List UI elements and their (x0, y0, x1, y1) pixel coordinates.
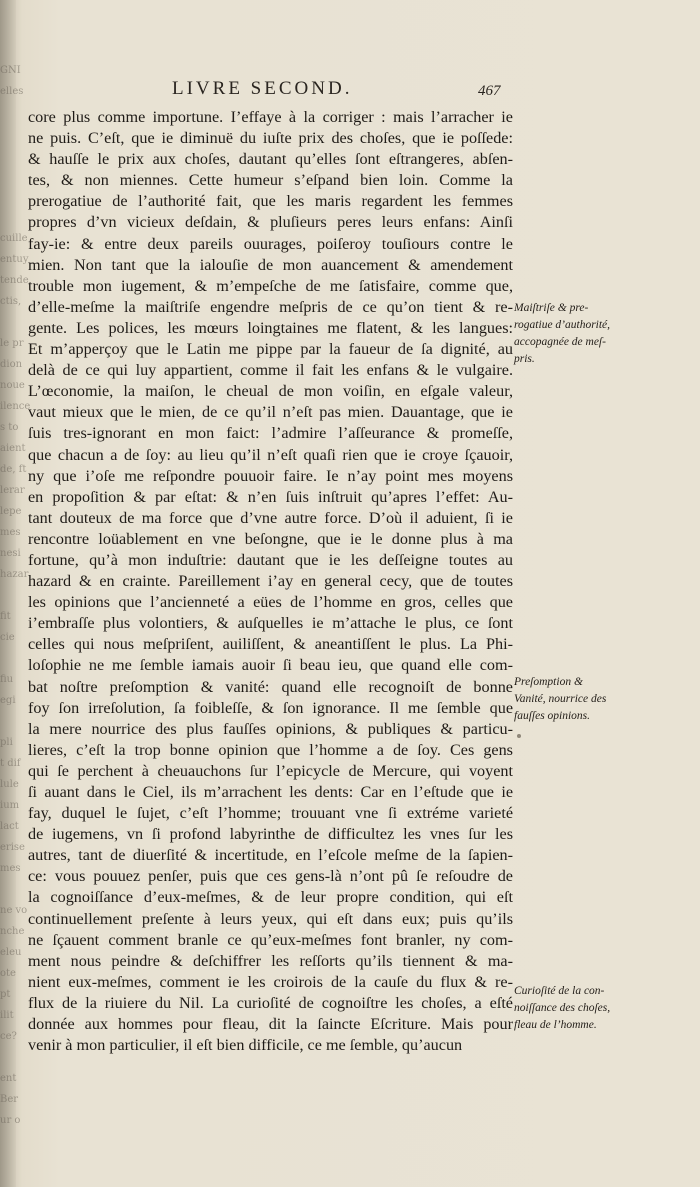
text-line: les opinions que l’ancienneté a eües de l’homme en gros, celles que (28, 593, 513, 612)
bleed-fragment: pt (0, 989, 11, 1000)
margin-note-line: fauſſes opinions. (514, 710, 591, 722)
text-line: ne ſçauent comment branle ce qu’eux-meſmes font branler, ny com- (28, 930, 513, 949)
bleed-fragment: entuy (0, 254, 29, 265)
bleed-fragment (0, 879, 22, 900)
text-line: qui ſe perchent à cheuauchons ſur l’epicycle de Mercure, qui voyent (28, 761, 513, 780)
bleed-fragment: egi (0, 695, 16, 706)
margin-dot (517, 734, 521, 738)
text-line: continuellement preſente à leurs yeux, qui eſt dans eux; puis qu’ils (28, 909, 513, 928)
text-line: gente. Les polices, les mœurs loingtaines me flatent, & les langues: (28, 318, 513, 337)
bleed-fragment: cie (0, 632, 15, 643)
text-line: nient eux-meſmes, comment ie les croirois de la cauſe du flux & re- (28, 972, 513, 991)
text-line: lieres, c’eſt la trop bonne opinion que l’homme a de ſoy. Ces gens (28, 740, 513, 759)
bleed-fragment: ote (0, 968, 16, 979)
bleed-fragment (0, 123, 22, 144)
bleed-fragment: tende (0, 275, 29, 286)
text-line: la mere nourrice des plus fauſſes opinions, & publiques & particu- (28, 719, 513, 738)
bleed-fragment (0, 165, 22, 186)
bleed-fragment: nesi (0, 548, 21, 559)
bleed-fragment: eleu (0, 947, 22, 958)
bleed-fragment: ur o (0, 1115, 21, 1126)
bleed-fragment: lact (0, 821, 19, 832)
text-line: ſi auant dans le Ciel, ils m’arrachent les dents: Car en l’eſtude que ie (28, 783, 513, 801)
bleed-fragment: noue (0, 380, 25, 391)
margin-note-line: Vanité, nourrice des (514, 693, 607, 705)
text-line: en propoſition & par eſtat: & n’en ſuis inſtruit qu’apres l’effet: Au- (28, 487, 513, 506)
text-line: ſuis tres-ignorant en mon faict: l’admire l’aſſeurance & promeſſe, (28, 424, 513, 443)
bleed-fragment: ilit (0, 1010, 14, 1021)
text-line: bat noſtre preſomption & vanité: quand elle recognoiſt de bonne (28, 677, 513, 696)
text-line: prerogatiue de l’authorité fait, que les maris regardent les femmes (28, 192, 513, 211)
bleed-fragment: dion (0, 359, 23, 370)
body-text (28, 107, 513, 1056)
margin-note-line: fleau de l’homme. (514, 1019, 597, 1031)
text-line: rencontre loüablement en vne beſongne, que ie le donne plus à ma (28, 529, 513, 548)
text-line: tes, & non miennes. Cette humeur s’eſpand bien loin. Comme la (28, 171, 513, 190)
bleed-fragment: mes (0, 527, 21, 538)
text-line: Et m’apperçoy que le Latin me pippe par la faueur de ſa dignité, au (28, 340, 513, 359)
text-line: ne puis. C’eſt, que ie diminuë du iuſte prix des choſes, que ie poſſede: (28, 129, 513, 148)
text-line: & hauſſe le prix aux choſes, dautant qu’elles ſont eſtrangeres, abſen- (28, 150, 513, 169)
running-title: LIVRE SECOND. (172, 78, 353, 99)
text-line: fortune, qu’à mon induſtrie: dautant que ie les deſſeigne toutes au (28, 550, 513, 569)
margin-note-line: pris. (514, 353, 535, 365)
margin-note-line: rogatiue d’authorité, (514, 319, 611, 331)
bleed-fragment: mes (0, 863, 21, 874)
text-line: i’embraſſe plus volontiers, & auſquelles ie m’attache le plus, ce ſont (28, 614, 513, 633)
margin-note-curiosity (514, 983, 624, 1034)
bleed-fragment: pli (0, 737, 13, 748)
text-line: fay-ie: & entre deux pareils ouurages, poiſeroy touſiours contre le (28, 234, 513, 253)
text-line: que chacun a de ſoy: au lieu qu’il n’eſt quaſi rien que ie croye ſçauoir, (28, 445, 513, 464)
bleed-fragment (0, 102, 22, 123)
bleed-fragment: Ber (0, 1094, 19, 1105)
bleed-fragment (0, 144, 22, 165)
text-line: celles qui nous meſpriſent, auiliſſent, & aneantiſſent le plus. La Phi- (28, 635, 513, 654)
bleed-fragment: lepe (0, 506, 22, 517)
text-line: loſophie ne me ſemble iamais auoir ſi beau ieu, que quand elle com- (28, 656, 513, 675)
text-line: hazard & en crainte. Pareillement i’ay en general cecy, que de toutes (28, 572, 513, 591)
text-line: venir à mon particulier, il eſt bien difficile, ce me ſemble, qu’aucun (28, 1036, 463, 1055)
bleed-fragment: ilence (0, 401, 31, 412)
text-line: delà de ce qui luy appartient, comme il fait les enfans & le vulgaire. (28, 361, 513, 380)
margin-note-line: Maiſtriſe & pre- (514, 302, 589, 314)
text-line: vaut mieux que le mien, de ce qu’il n’eſt pas mien. Dauantage, que ie (28, 403, 513, 422)
bleed-fragment: elles (0, 86, 24, 97)
margin-note-authority (514, 300, 624, 368)
text-line: foy ſon irreſolution, ſa foibleſſe, & ſon ignorance. Il me ſemble que (28, 698, 513, 717)
margin-note-line: Preſomption & (514, 676, 583, 688)
bleed-fragment: GNI (0, 65, 21, 76)
bleed-fragment: aient (0, 443, 26, 454)
bleed-fragment: erise (0, 842, 25, 853)
bleed-fragment: ium (0, 800, 20, 811)
bleed-fragment (0, 648, 22, 669)
page-number: 467 (478, 83, 501, 99)
text-line: d’elle-meſme la maiſtriſe engendre meſpris de ce qu’on tient & re- (28, 297, 513, 316)
text-line: trouble mon iugement, & m’empeſche de me ſatisfaire, comme que, (28, 276, 513, 295)
text-line: fay, duquel le ſujet, c’eſt l’homme; trouuant vne ſi extréme varieté (28, 804, 513, 823)
bleed-fragment: fit (0, 611, 11, 622)
bleed-fragment (0, 207, 22, 228)
text-line: tant douteux de ma force que d’vne autre force. D’où il aduient, ſi ie (28, 508, 513, 527)
bleed-fragment: ce? (0, 1031, 17, 1042)
bleed-fragment (0, 186, 22, 207)
bleed-fragment: t dif (0, 758, 21, 769)
bleed-fragment: le pr (0, 338, 24, 349)
margin-note-line: Curioſité de la con- (514, 985, 605, 997)
bleed-fragment (0, 711, 22, 732)
bleed-fragment: lule (0, 779, 19, 790)
text-line: la cognoiſſance d’eux-meſmes, & de leur propre condition, qui eſt (28, 888, 513, 907)
text-line: flux de la riuiere du Nil. La curioſité de cognoiſtre les choſes, a eſté (28, 993, 513, 1012)
text-line: core plus comme importune. I’effaye à la corriger : mais l’arracher ie (28, 108, 513, 126)
bleed-fragment: ctis, (0, 296, 22, 307)
bleed-fragment: ent (0, 1073, 17, 1084)
bleed-fragment: de, ft (0, 464, 27, 475)
bleed-fragment: hazar (0, 569, 29, 580)
bleed-fragment: fiu (0, 674, 14, 685)
bleed-fragment: lerar (0, 485, 25, 496)
margin-note-presumption (514, 674, 624, 725)
bleed-fragment (0, 1047, 22, 1068)
text-line: ny que i’oſe me reſpondre pouuoir faire. Ie n’ay point mes moyens (28, 466, 513, 485)
bleed-fragment (0, 312, 22, 333)
bleed-through-text (0, 60, 31, 1126)
margin-note-line: noiſſance des choſes, (514, 1002, 611, 1014)
bleed-fragment: s to (0, 422, 19, 433)
bleed-fragment: ne vo (0, 905, 28, 916)
text-line: donnée aux hommes pour fleau, dit la ſaincte Eſcriture. Mais pour (28, 1015, 513, 1034)
text-line: mien. Non tant que la ialouſie de mon auancement & amendement (28, 255, 513, 274)
bleed-fragment (0, 585, 22, 606)
margin-note-line: accopagnée de meſ- (514, 336, 606, 348)
bleed-fragment: cuille (0, 233, 28, 244)
text-line: propres d’vn vicieux deſdain, & pluſieurs peres leurs enfans: Ainſi (28, 213, 513, 232)
text-line: autres, tant de diuerſité & incertitude, en l’eſcole meſme de la ſapien- (28, 846, 513, 865)
text-line: de iugemens, vn ſi profond labyrinthe de difficultez les vnes ſur les (28, 825, 513, 844)
bleed-fragment: nche (0, 926, 25, 937)
text-line: ce: vous pouuez penſer, puis que ces gens-là n’ont pû ſe reſoudre de (28, 867, 513, 886)
text-line: L’œconomie, la maiſon, le cheual de mon voiſin, en eſgale valeur, (28, 382, 513, 401)
text-line: ment nous peindre & deſchiffrer les reſſorts qu’ils tiennent & ma- (28, 951, 513, 970)
